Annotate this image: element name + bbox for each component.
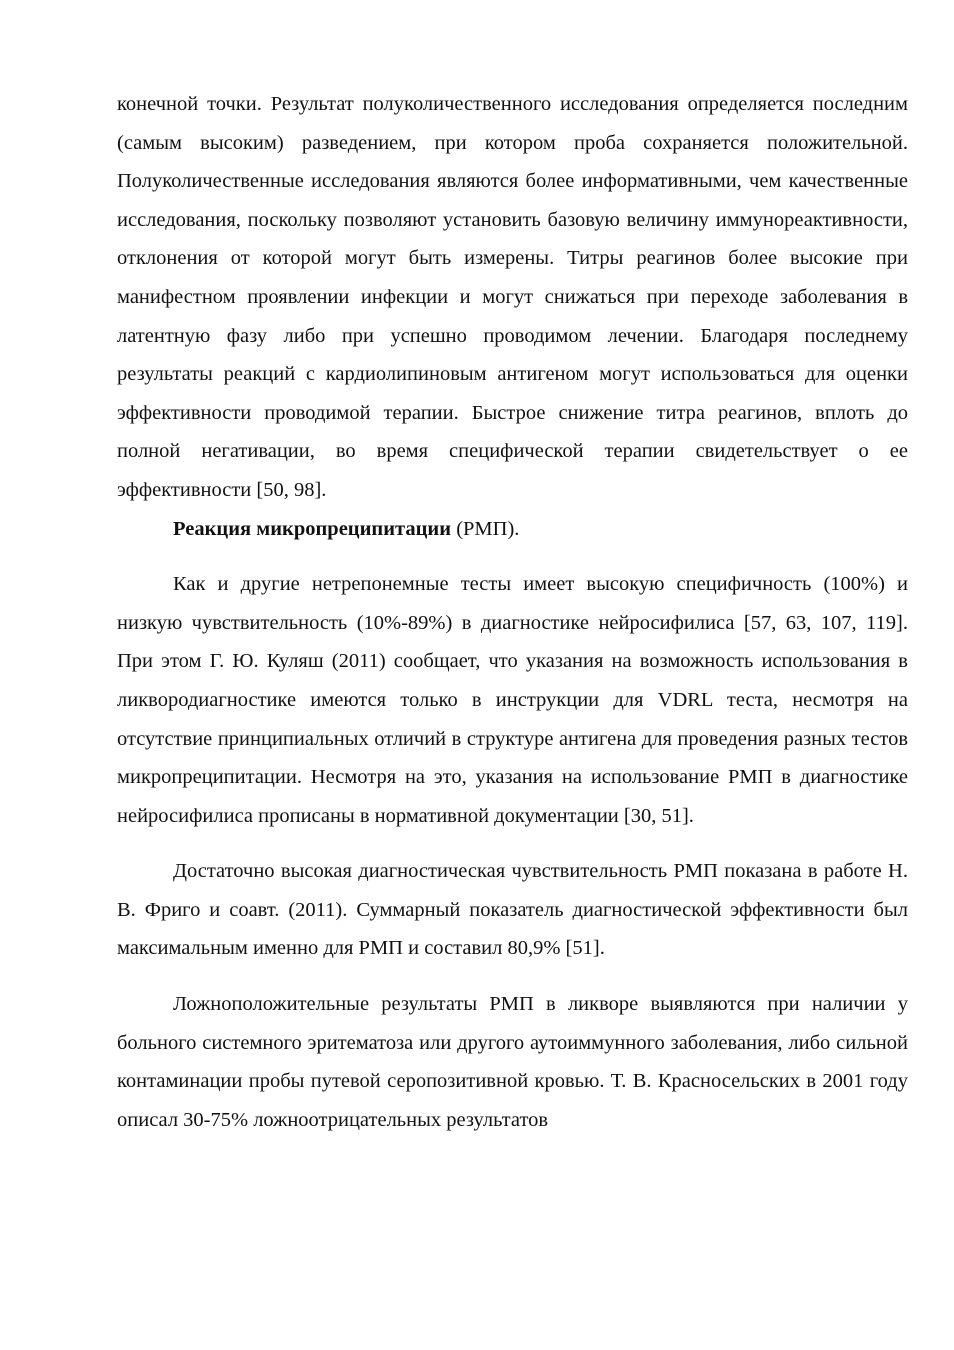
section-heading-title: Реакция микропреципитации	[173, 517, 452, 540]
paragraph-specificity: Как и другие нетрепонемные тесты имеет высокую специфичность (100%) и низкую чувствительность (10%-89%) в диагностике нейросифилиса [57, 63, 107, 119]. При этом Г. Ю. Куляш (2011) сообщает, что указания на возможность использования в ликвородиагностике имеются только в инструкции для VDRL теста, несмотря на отсутствие принципиальных отличий в структуре антигена для проведения разных тестов микропреципитации. Несмотря на это, указания на использование РМП в диагностике нейросифилиса прописаны в нормативной документации [30, 51].	[117, 573, 908, 827]
document-page	[117, 85, 908, 1139]
section-heading-rmp	[117, 510, 908, 549]
paragraph-false-results: Ложноположительные результаты РМП в ликворе выявляются при наличии у больного системного эритематоза или другого аутоиммунного заболевания, либо сильной контаминации пробы путевой серопозитивной кровью. Т. В. Красносельских в 2001 году описал 30-75% ложноотрицательных результатов	[117, 993, 908, 1131]
paragraph-semiquantitative-tests: конечной точки. Результат полуколичественного исследования определяется последним (самым высоким) разведением, при котором проба сохраняется положительной. Полуколичественные исследования являются более информативными, чем качественные исследования, поскольку позволяют установить базовую величину иммунореактивности, отклонения от которой могут быть измерены. Титры реагинов более высокие при манифестном проявлении инфекции и могут снижаться при переходе заболевания в латентную фазу либо при успешно проводимом лечении. Благодаря последнему результаты реакций с кардиолипиновым антигеном могут использоваться для оценки эффективности проводимой терапии. Быстрое снижение титра реагинов, вплоть до полной негативации, во время специфической терапии свидетельствует о ее эффективности [50, 98].	[117, 93, 908, 501]
paragraph-sensitivity: Достаточно высокая диагностическая чувствительность РМП показана в работе Н. В. Фриго и соавт. (2011). Суммарный показатель диагностической эффективности был максимальным именно для РМП и составил 80,9% [51].	[117, 860, 908, 960]
section-heading-abbreviation: (РМП).	[451, 517, 520, 540]
